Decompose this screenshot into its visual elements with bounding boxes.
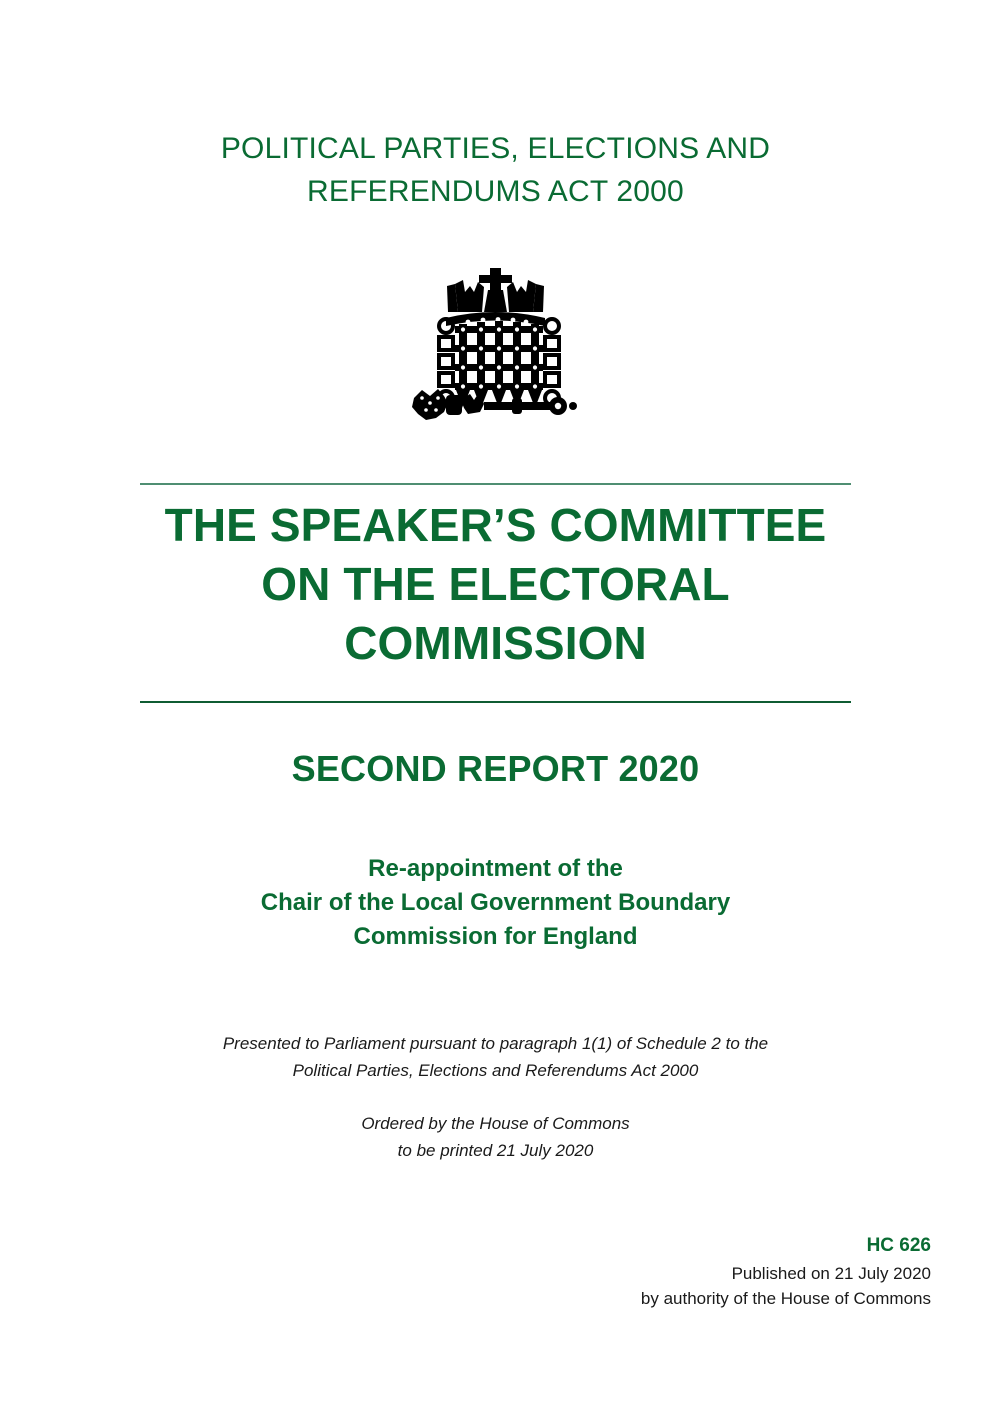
subtitle-line-1: Re-appointment of the [368, 855, 623, 882]
publication-block [641, 1232, 931, 1312]
report-subtitle [140, 852, 851, 954]
act-heading-line-1: POLITICAL PARTIES, ELECTIONS AND [220, 132, 771, 165]
act-heading-line-2: REFERENDUMS ACT 2000 [307, 174, 684, 208]
divider-top [140, 483, 851, 485]
report-title: SECOND REPORT 2020 [291, 748, 700, 789]
subtitle-line-3: Commission for England [353, 923, 638, 951]
ordered-note [140, 1110, 851, 1164]
act-heading [140, 128, 851, 213]
ordered-note-line-1: Ordered by the House of Commons [361, 1114, 630, 1133]
main-title-line-3: COMMISSION [344, 616, 647, 669]
presentation-note-line-2: Political Parties, Elections and Referendums Act 2000 [292, 1061, 699, 1081]
presentation-note [140, 1030, 851, 1084]
hc-number: HC 626 [866, 1235, 931, 1256]
main-title-line-1: THE SPEAKER’S COMMITTEE [164, 499, 827, 551]
main-title-line-2: ON THE ELECTORAL [261, 557, 730, 610]
divider-bottom [140, 701, 851, 703]
subtitle-line-2: Chair of the Local Government Boundary [260, 889, 731, 917]
ordered-note-line-2: to be printed 21 July 2020 [397, 1141, 594, 1161]
published-date: Published on 21 July 2020 [731, 1263, 931, 1283]
publishing-authority: by authority of the House of Commons [640, 1289, 931, 1308]
page-title [120, 496, 871, 673]
crowned-portcullis-icon [0, 262, 991, 432]
presentation-note-line-1: Presented to Parliament pursuant to paragraph 1(1) of Schedule 2 to the [222, 1034, 769, 1053]
